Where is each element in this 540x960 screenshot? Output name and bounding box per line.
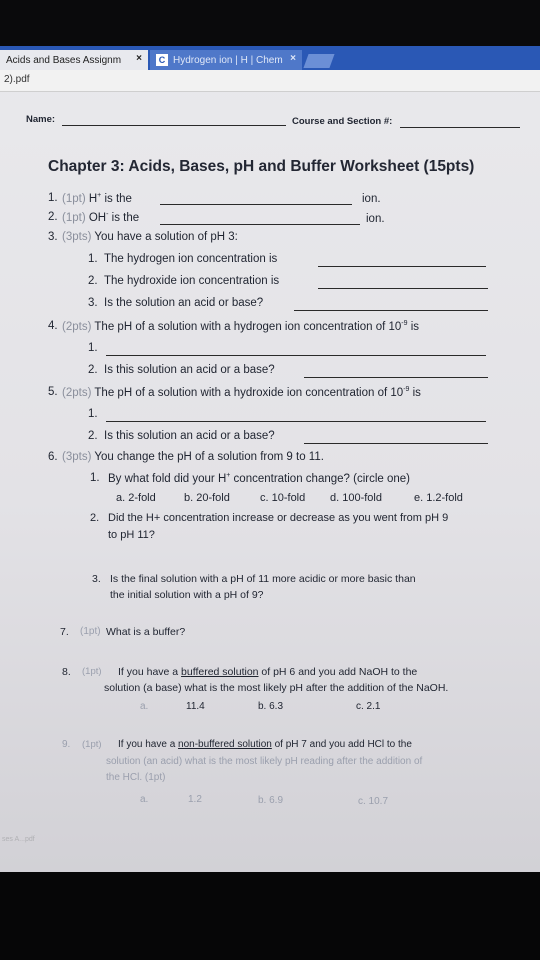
q2-tail: ion.	[366, 213, 385, 225]
q3-number: 3.	[48, 231, 58, 243]
q6-choice-e[interactable]: e. 1.2-fold	[414, 492, 463, 504]
q9-choice-b[interactable]: b. 6.9	[258, 795, 284, 806]
address-text: 2).pdf	[4, 74, 30, 85]
tab-title: Acids and Bases Assignm	[6, 54, 122, 66]
q3-text: (3pts) You have a solution of pH 3:	[62, 231, 238, 243]
q9-number: 9.	[62, 739, 71, 750]
q3-sub3-answer-blank[interactable]	[294, 310, 488, 311]
download-item[interactable]: ses A...pdf	[2, 836, 35, 843]
q4-number: 4.	[48, 320, 58, 332]
q8-number: 8.	[62, 666, 71, 678]
q5-sub2-answer-blank[interactable]	[304, 443, 488, 444]
q5-text: (2pts) The pH of a solution with a hydroxide ion concentration of $10^{-9}$ is	[62, 386, 421, 399]
q7-number: 7.	[60, 626, 69, 638]
q4-sub1-answer-blank[interactable]	[106, 355, 486, 356]
monitor-bezel-top	[0, 0, 540, 46]
q3-sub3-number: 3.	[88, 297, 98, 309]
monitor-bezel-bottom	[0, 872, 540, 960]
q6-choice-c[interactable]: c. 10-fold	[260, 492, 306, 504]
q8-points: (1pt)	[82, 666, 102, 677]
q5-sub2-number: 2.	[88, 430, 98, 442]
q1-number: 1.	[48, 192, 58, 204]
q6-sub2-number: 2.	[90, 512, 100, 524]
q4-sub2-number: 2.	[88, 364, 98, 376]
q8-choice-a-letter: a.	[140, 701, 149, 712]
page-title: Chapter 3: Acids, Bases, pH and Buffer Worksheet (15pts)	[48, 158, 475, 175]
q4-sub2-answer-blank[interactable]	[304, 377, 488, 378]
q6-sub1-number: 1.	[90, 472, 100, 484]
tab-acids-and-bases[interactable]	[0, 50, 148, 70]
q6-number: 6.	[48, 451, 58, 463]
q3-sub2-text: The hydroxide ion concentration is	[104, 275, 280, 287]
q7-points: (1pt)	[80, 626, 101, 637]
q5-sub2-text: Is this solution an acid or a base?	[104, 430, 275, 442]
new-tab-button[interactable]	[303, 54, 334, 68]
name-field[interactable]	[62, 125, 286, 126]
q9-points: (1pt)	[82, 739, 102, 750]
q8-line1: If you have a buffered solution of pH 6 and you add NaOH to the	[118, 666, 418, 678]
q3-sub1-number: 1.	[88, 253, 98, 265]
q3-sub2-answer-blank[interactable]	[318, 288, 488, 289]
q2-number: 2.	[48, 211, 58, 223]
q6-choice-d[interactable]: d. 100-fold	[330, 492, 382, 504]
q6-sub3-line2: the initial solution with a pH of 9?	[110, 589, 264, 601]
q6-sub2-line1: Did the H+ concentration increase or decrease as you went from pH 9	[108, 512, 449, 524]
q6-choice-a[interactable]: a. 2-fold	[116, 492, 156, 504]
q8-choice-c[interactable]: c. 2.1	[356, 701, 381, 712]
q1-text: (1pt) H+ is the	[62, 192, 132, 205]
q5-sub1-number: 1.	[88, 408, 98, 420]
browser-tab-bar	[0, 46, 540, 70]
close-icon[interactable]: ×	[136, 53, 142, 64]
q9-line1: If you have a non-buffered solution of pH 7 and you add HCl to the	[118, 739, 412, 750]
tab-title: Hydrogen ion | H | Chem	[173, 54, 283, 66]
q5-number: 5.	[48, 386, 58, 398]
q8-choice-a[interactable]: 11.4	[186, 701, 205, 712]
q9-choice-c[interactable]: c. 10.7	[358, 796, 389, 807]
q9-line3: the HCl. (1pt)	[106, 772, 166, 783]
q6-sub3-number: 3.	[92, 573, 101, 585]
q2-text: (1pt) OH- is the	[62, 211, 140, 224]
address-bar[interactable]	[0, 70, 540, 92]
q9-choice-a[interactable]: 1.2	[188, 794, 202, 805]
chemistry-favicon-icon: C	[156, 54, 168, 66]
q7-text: What is a buffer?	[106, 626, 186, 638]
q8-line2: solution (a base) what is the most likely pH after the addition of the NaOH.	[104, 682, 449, 694]
q1-tail: ion.	[362, 193, 381, 205]
q6-sub3-line1: Is the final solution with a pH of 11 more acidic or more basic than	[110, 573, 416, 585]
course-field[interactable]	[400, 127, 520, 128]
q3-sub1-answer-blank[interactable]	[318, 266, 486, 267]
q6-sub2-line2: to pH 11?	[108, 529, 155, 541]
screen	[0, 46, 540, 872]
q1-answer-blank[interactable]	[160, 204, 352, 205]
q6-choice-b[interactable]: b. 20-fold	[184, 492, 230, 504]
q9-line2: solution (an acid) what is the most likely pH reading after the addition of	[106, 756, 423, 767]
close-icon[interactable]: ×	[290, 53, 296, 64]
q6-text: (3pts) You change the pH of a solution from 9 to 11.	[62, 451, 324, 463]
tab-hydrogen-ion[interactable]	[150, 50, 302, 70]
q4-sub1-number: 1.	[88, 342, 98, 354]
q5-sub1-answer-blank[interactable]	[106, 421, 486, 422]
q3-sub3-text: Is the solution an acid or base?	[104, 297, 264, 309]
pdf-document	[0, 92, 540, 872]
q3-sub1-text: The hydrogen ion concentration is	[104, 253, 278, 265]
name-label: Name:	[26, 114, 56, 125]
q8-choice-b[interactable]: b. 6.3	[258, 701, 284, 712]
q9-choice-a-letter: a.	[140, 794, 149, 805]
q4-text: (2pts) The pH of a solution with a hydrogen ion concentration of $10^{-9}$ is	[62, 320, 420, 333]
q6-sub1-text: By what fold did your H+ concentration change? (circle one)	[108, 472, 410, 485]
q2-answer-blank[interactable]	[160, 224, 360, 225]
q3-sub2-number: 2.	[88, 275, 98, 287]
q4-sub2-text: Is this solution an acid or a base?	[104, 364, 275, 376]
course-label: Course and Section #:	[292, 116, 393, 127]
